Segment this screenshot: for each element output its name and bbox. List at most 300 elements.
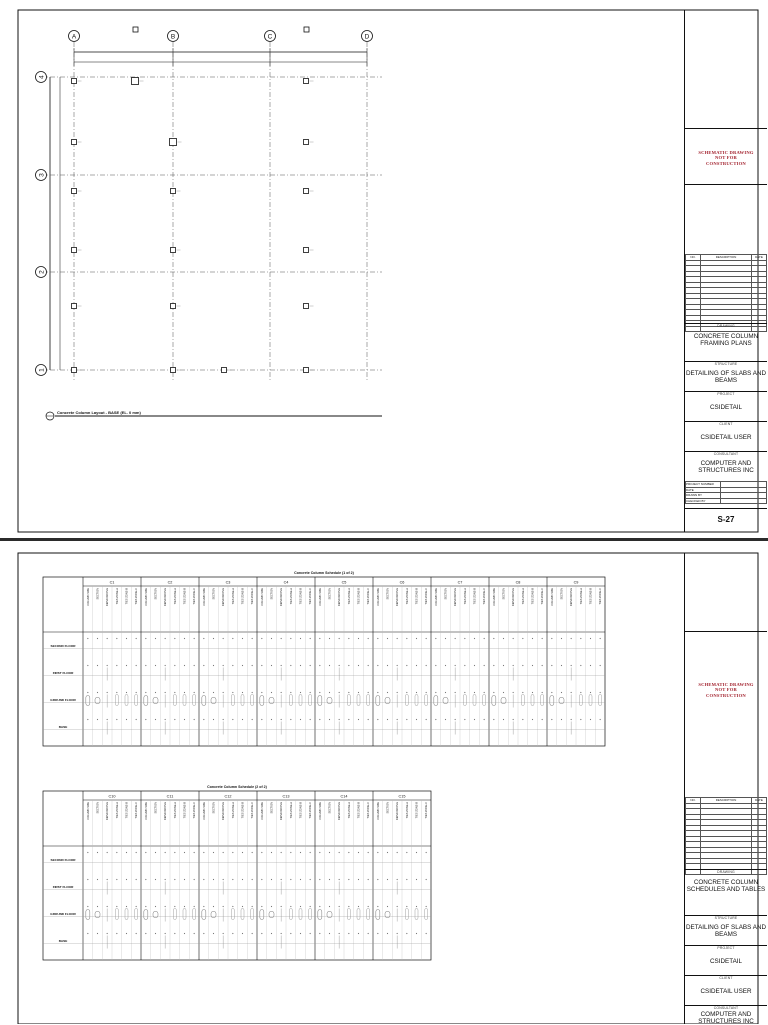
subheader-label: COLUMN SIZE: [260, 802, 264, 820]
schedule-dot: [300, 852, 301, 853]
schedule-dot: [387, 638, 388, 639]
schedule-dot: [300, 933, 301, 934]
schedule-dot: [87, 719, 88, 720]
schedule-dot: [426, 719, 427, 720]
schedule-dot: [551, 719, 552, 720]
schedule-dot: [522, 638, 523, 639]
schedule-dot: [319, 665, 320, 666]
schedule-dot: [329, 638, 330, 639]
subheader-label: TIES ZONE-C: [541, 588, 545, 605]
schedule-dot: [348, 692, 349, 693]
schedule-dot: [232, 852, 233, 853]
ties-tag: [357, 695, 360, 706]
meta-drawn-by: DRAWN BY: [686, 493, 721, 499]
ties-tag: [173, 695, 176, 706]
column-marker: [171, 304, 176, 309]
schedule-dot: [310, 692, 311, 693]
subheader-label: SECTION: [96, 588, 100, 600]
sheet-border: [18, 10, 758, 532]
subheader-label: TIES ZONE-B: [531, 588, 535, 605]
consultant-box: [685, 1005, 767, 1025]
column-size-tag: [376, 696, 380, 706]
subheader-label: REINFORCING: [280, 588, 284, 607]
schedule-dot: [203, 852, 204, 853]
schedule-dot: [358, 665, 359, 666]
schedule-dot: [145, 719, 146, 720]
schedule-dot: [542, 638, 543, 639]
schedule-dot: [580, 692, 581, 693]
ties-tag: [183, 695, 186, 706]
schedule-dot: [145, 665, 146, 666]
schedule-dot: [368, 692, 369, 693]
schedule-dot: [174, 852, 175, 853]
schedule-dot: [145, 692, 146, 693]
schedule-dot: [281, 933, 282, 934]
schedule-dot: [232, 933, 233, 934]
schedule-dot: [532, 719, 533, 720]
column-marker: [72, 189, 77, 194]
column-marker: [304, 140, 309, 145]
schedule-dot: [310, 852, 311, 853]
level-label: SECOND FLOOR: [50, 644, 76, 648]
schedule-dot: [136, 692, 137, 693]
schedule-dot: [271, 719, 272, 720]
project-label: PROJECT: [717, 392, 735, 396]
subheader-label: SECTION: [502, 588, 506, 600]
schedule-dot: [126, 933, 127, 934]
schedule-dot: [223, 906, 224, 907]
schedule-dot: [435, 692, 436, 693]
schedule-dot: [126, 665, 127, 666]
schedule-dot: [174, 933, 175, 934]
schedule-dot: [358, 852, 359, 853]
column-id-header: C8: [515, 580, 521, 585]
column-size-tag: [202, 910, 206, 920]
column-id-header: C6: [399, 580, 405, 585]
schedule-dot: [252, 933, 253, 934]
column-marker: [72, 304, 77, 309]
ties-tag: [599, 695, 602, 706]
schedule-dot: [455, 719, 456, 720]
schedule-dot: [319, 692, 320, 693]
schedule-dot: [397, 879, 398, 880]
ties-tag: [289, 695, 292, 706]
column-size-tag: [318, 910, 322, 920]
schedule-dot: [126, 852, 127, 853]
column-marker: [222, 368, 227, 373]
schedule-dot: [271, 692, 272, 693]
grid-label-col: B: [170, 33, 176, 41]
schedule-dot: [136, 906, 137, 907]
schedule-dot: [194, 933, 195, 934]
schedule-dot: [242, 906, 243, 907]
subheader-label: TIES ZONE-C: [135, 588, 139, 605]
subheader-label: COLUMN SIZE: [144, 588, 148, 606]
client-label: CLIENT: [719, 422, 733, 426]
schedule-dot: [242, 852, 243, 853]
schedule-dot: [551, 692, 552, 693]
schedule-dot: [107, 638, 108, 639]
subheader-label: COLUMN SIZE: [492, 588, 496, 606]
schedule-dot: [348, 638, 349, 639]
schedule-dot: [252, 692, 253, 693]
schedule-dot: [310, 906, 311, 907]
schedule-dot: [97, 933, 98, 934]
schedule-dot: [310, 665, 311, 666]
schedule-dot: [561, 638, 562, 639]
schedule-dot: [339, 906, 340, 907]
project-box: [685, 945, 767, 976]
stamp-line-3: CONSTRUCTION: [706, 692, 746, 698]
schedule-dot: [242, 719, 243, 720]
schedule-dot: [232, 665, 233, 666]
subheader-label: TIES ZONE-B: [241, 802, 245, 819]
schedule-dot: [503, 638, 504, 639]
ties-tag: [405, 909, 408, 920]
structure-title: DETAILING OF SLABS AND BEAMS: [685, 924, 766, 939]
meta-project-number: PROJECT NUMBER: [686, 482, 721, 488]
schedule-dot: [203, 906, 204, 907]
schedule-dot: [184, 665, 185, 666]
schedule-dot: [126, 638, 127, 639]
schedule-dot: [319, 852, 320, 853]
schedule-dot: [455, 692, 456, 693]
ties-tag: [425, 695, 428, 706]
client-name: CSIDETAIL USER: [700, 434, 752, 441]
schedule-dot: [542, 665, 543, 666]
schedule-dot: [464, 692, 465, 693]
ties-tag: [483, 695, 486, 706]
schedule-dot: [174, 692, 175, 693]
schedule-dot: [571, 638, 572, 639]
schedule-dot: [377, 906, 378, 907]
column-id-header: C4: [283, 580, 289, 585]
schedule-dot: [397, 665, 398, 666]
schedule-dot: [87, 692, 88, 693]
subheader-label: SECTION: [212, 588, 216, 600]
schedule-dot: [358, 719, 359, 720]
schedule-dot: [580, 719, 581, 720]
schedule-dot: [126, 692, 127, 693]
sheet-number: S-27: [717, 515, 735, 524]
ties-tag: [193, 695, 196, 706]
column-id-header: C1: [109, 580, 115, 585]
schedule-dot: [319, 719, 320, 720]
subheader-label: TIES ZONE-B: [589, 588, 593, 605]
schedule-dot: [464, 665, 465, 666]
schedule-dot: [406, 719, 407, 720]
drawing-label: DRAWING: [717, 870, 735, 874]
schedule-dot: [203, 933, 204, 934]
schedule-dot: [165, 719, 166, 720]
schedule-dot: [377, 852, 378, 853]
schedule-dot: [319, 906, 320, 907]
ties-tag: [299, 695, 302, 706]
subheader-label: TIES ZONE-A: [231, 802, 235, 819]
stamp-line-2: NOT FOR: [714, 687, 738, 693]
ties-tag: [251, 909, 254, 920]
schedule-dot: [416, 852, 417, 853]
column-marker: [171, 368, 176, 373]
project-name: CSIDETAIL: [709, 404, 743, 411]
subheader-label: COLUMN SIZE: [318, 588, 322, 606]
schedule-dot: [290, 638, 291, 639]
column-size-tag: [318, 696, 322, 706]
schedule-dot: [445, 665, 446, 666]
schedule-dot: [329, 852, 330, 853]
revision-table: [685, 254, 767, 332]
schedule-dot: [194, 879, 195, 880]
schedule-dot: [145, 933, 146, 934]
schedule-dot: [116, 638, 117, 639]
ties-tag: [115, 909, 118, 920]
consultant-box: [685, 451, 767, 482]
schedule-dot: [368, 638, 369, 639]
schedule-dot: [97, 719, 98, 720]
subheader-label: TIES ZONE-B: [473, 588, 477, 605]
schedule-dot: [377, 638, 378, 639]
schedule-dot: [339, 719, 340, 720]
plan-title: Concrete Column Layout - BASE (EL. 0 mm): [57, 410, 141, 415]
schedule-dot: [300, 665, 301, 666]
column-marker: [72, 140, 77, 145]
schedule-dot: [484, 719, 485, 720]
schedule-dot: [358, 638, 359, 639]
column-size-tag: [550, 696, 554, 706]
schedule-dot: [136, 638, 137, 639]
column-marker: [72, 248, 77, 253]
subheader-label: TIES ZONE-C: [251, 802, 255, 819]
drawing-label: DRAWING: [717, 324, 735, 328]
schedule-dot: [261, 719, 262, 720]
ties-tag: [173, 909, 176, 920]
ties-tag: [415, 695, 418, 706]
stamp-line-1: SCHEMATIC DRAWING: [698, 682, 754, 687]
schedule-dot: [339, 852, 340, 853]
schedule-dot: [126, 879, 127, 880]
schedule-dot: [387, 719, 388, 720]
schedule-dot: [290, 665, 291, 666]
schedule-dot: [426, 933, 427, 934]
level-label: BASE: [58, 725, 68, 729]
schedule-dot: [165, 933, 166, 934]
schedule-dot: [107, 852, 108, 853]
ties-tag: [531, 695, 534, 706]
ties-tag: [183, 909, 186, 920]
ties-tag: [241, 695, 244, 706]
schedule-dot: [329, 665, 330, 666]
schedule-dot: [377, 692, 378, 693]
schedule-dot: [600, 692, 601, 693]
column-marker: [133, 27, 138, 32]
ties-tag: [309, 909, 312, 920]
rev-header-date: DATE: [752, 255, 767, 261]
schedule-dot: [455, 665, 456, 666]
subheader-label: SECTION: [560, 588, 564, 600]
schedule-dot: [116, 906, 117, 907]
schedule-dot: [329, 906, 330, 907]
schedule-dot: [271, 933, 272, 934]
schedule-dot: [310, 638, 311, 639]
subheader-label: REINFORCING: [454, 588, 458, 607]
schedule-dot: [97, 692, 98, 693]
schedule-dot: [484, 665, 485, 666]
schedule-dot: [300, 719, 301, 720]
schedule-dot: [261, 852, 262, 853]
schedule-dot: [551, 665, 552, 666]
schedule-dot: [145, 879, 146, 880]
subheader-label: TIES ZONE-A: [115, 588, 119, 605]
schedule-dot: [455, 638, 456, 639]
ties-tag: [473, 695, 476, 706]
schedule-dot: [213, 665, 214, 666]
schedule-dot: [590, 638, 591, 639]
schedule-dot: [184, 692, 185, 693]
schedule-dot: [416, 906, 417, 907]
subheader-label: COLUMN SIZE: [434, 588, 438, 606]
schedule-dot: [493, 692, 494, 693]
subheader-label: SECTION: [328, 802, 332, 814]
schedule-dot: [513, 665, 514, 666]
schedule-dot: [107, 692, 108, 693]
schedule-dot: [242, 665, 243, 666]
schedule-dot: [203, 719, 204, 720]
stamp-line-1: SCHEMATIC DRAWING: [698, 150, 754, 155]
schedule-dot: [107, 933, 108, 934]
subheader-label: TIES ZONE-C: [309, 588, 313, 605]
schedule-dot: [281, 692, 282, 693]
schedule-dot: [406, 692, 407, 693]
schedule-dot: [223, 852, 224, 853]
schedule-dot: [242, 692, 243, 693]
subheader-label: SECTION: [270, 588, 274, 600]
schedule-dot: [493, 665, 494, 666]
ties-tag: [367, 695, 370, 706]
schedule-dot: [136, 879, 137, 880]
title-block: [684, 10, 767, 532]
schedule-dot: [107, 665, 108, 666]
schedule-dot: [406, 852, 407, 853]
schedule-dot: [406, 933, 407, 934]
consultant-name: COMPUTER AND STRUCTURES INC: [698, 460, 754, 475]
schedule-dot: [561, 665, 562, 666]
subheader-label: REINFORCING: [106, 588, 110, 607]
schedule-dot: [165, 852, 166, 853]
subheader-label: TIES ZONE-C: [193, 802, 197, 819]
schedule-dot: [319, 933, 320, 934]
schedule-dot: [571, 665, 572, 666]
project-name: CSIDETAIL: [709, 958, 743, 965]
schedule-dot: [174, 719, 175, 720]
subheader-label: TIES ZONE-A: [579, 588, 583, 605]
schedule-dot: [368, 852, 369, 853]
schedule-dot: [542, 719, 543, 720]
schedule-dot: [281, 719, 282, 720]
schedule-dot: [107, 719, 108, 720]
schedule-dot: [281, 638, 282, 639]
subheader-label: TIES ZONE-A: [347, 588, 351, 605]
schedule-dot: [155, 852, 156, 853]
schedule-dot: [571, 719, 572, 720]
column-size-tag: [492, 696, 496, 706]
revision-table: [685, 797, 767, 875]
subheader-label: COLUMN SIZE: [376, 588, 380, 606]
meta-checked-by: CHECKED BY: [686, 498, 721, 504]
subheader-label: REINFORCING: [396, 588, 400, 607]
subheader-label: TIES ZONE-A: [463, 588, 467, 605]
subheader-label: TIES ZONE-A: [289, 802, 293, 819]
ties-tag: [125, 695, 128, 706]
schedule-dot: [590, 665, 591, 666]
subheader-label: REINFORCING: [512, 588, 516, 607]
schedule-dot: [87, 906, 88, 907]
schedule-dot: [223, 638, 224, 639]
subheader-label: TIES ZONE-C: [483, 588, 487, 605]
column-marker: [304, 189, 309, 194]
column-marker: [72, 368, 77, 373]
schedule-dot: [590, 719, 591, 720]
schedule-dot: [387, 665, 388, 666]
schedule-dot: [474, 692, 475, 693]
schedule-dot: [600, 638, 601, 639]
subheader-label: TIES ZONE-A: [405, 588, 409, 605]
schedule-dot: [223, 692, 224, 693]
rev-header-no: NO.: [686, 798, 701, 804]
column-marker: [304, 27, 309, 32]
title-block-2: [684, 553, 767, 1024]
schedule-dot: [474, 638, 475, 639]
schedule-dot: [503, 719, 504, 720]
subheader-label: TIES ZONE-C: [425, 802, 429, 819]
sheet-column-schedules: [0, 541, 768, 1024]
schedule-dot: [426, 692, 427, 693]
subheader-label: TIES ZONE-C: [367, 588, 371, 605]
schedule-dot: [281, 879, 282, 880]
schedule-dot: [368, 933, 369, 934]
meta-date: DATE: [686, 487, 721, 493]
schedule-dot: [281, 852, 282, 853]
schedule-dot: [329, 692, 330, 693]
schedule-dot: [368, 665, 369, 666]
grid-label-row: 2: [38, 270, 46, 274]
schedule-dot: [203, 665, 204, 666]
schedule-dot: [406, 638, 407, 639]
schedule-dot: [368, 719, 369, 720]
column-size-tag: [376, 910, 380, 920]
schedule-dot: [213, 719, 214, 720]
schedule-dot: [184, 879, 185, 880]
drawing-box: [685, 323, 767, 362]
schedule-dot: [107, 906, 108, 907]
subheader-label: REINFORCING: [338, 802, 342, 821]
schedule-dot: [397, 852, 398, 853]
subheader-label: TIES ZONE-B: [125, 802, 129, 819]
schedule-dot: [426, 638, 427, 639]
schedule-dot: [348, 665, 349, 666]
schedule-dot: [174, 638, 175, 639]
schedule-dot: [358, 906, 359, 907]
schedule-dot: [329, 719, 330, 720]
schedule-dot: [155, 879, 156, 880]
subheader-label: SECTION: [154, 588, 158, 600]
schedule-dot: [416, 665, 417, 666]
schedule-dot: [435, 638, 436, 639]
column-size-tag: [144, 696, 148, 706]
schedule-dot: [445, 638, 446, 639]
subheader-label: TIES ZONE-C: [309, 802, 313, 819]
schedule-dot: [203, 638, 204, 639]
schedule-dot: [522, 665, 523, 666]
